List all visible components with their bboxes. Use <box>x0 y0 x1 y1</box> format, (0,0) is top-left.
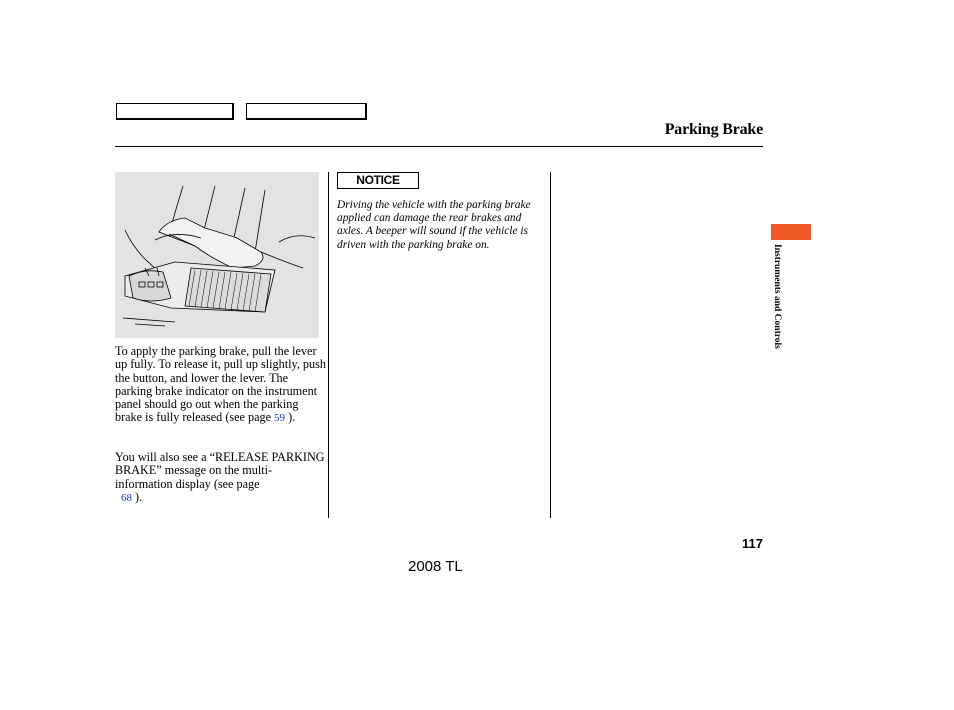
notice-text: Driving the vehicle with the parking brake applied can damage the rear brakes and axles. A beeper will sound if the vehicle is driven with the parking brake on. <box>337 199 531 251</box>
section-label-text: Instruments and Controls <box>772 244 782 349</box>
section-tab-marker <box>771 224 811 240</box>
paragraph-text: You will also see a “RELEASE PARKING BRAKE” message on the multi-information display (see page <box>115 450 325 491</box>
nav-button-next[interactable] <box>246 103 367 120</box>
section-side-label <box>770 244 784 372</box>
paragraph-text: To apply the parking brake, pull the lever up fully. To release it, pull up slightly, push the button, and lower the lever. The parking brake indicator on the instrument panel should go out when the parking brake is fully released (see page <box>115 344 326 425</box>
paragraph-apply-release <box>115 345 327 426</box>
paragraph-end: ). <box>132 489 143 504</box>
paragraph-end: ). <box>285 410 296 425</box>
column-divider <box>550 172 551 518</box>
header-divider <box>115 146 763 147</box>
page-link-59[interactable]: 59 <box>274 412 286 425</box>
notice-badge: NOTICE <box>337 172 419 189</box>
paragraph-message <box>115 451 327 505</box>
footer-model: 2008 TL <box>408 558 463 575</box>
nav-button-previous[interactable] <box>116 103 234 120</box>
parking-brake-lever-illustration <box>115 172 319 338</box>
page-link-68[interactable]: 68 <box>121 491 132 504</box>
page-title: Parking Brake <box>664 121 763 138</box>
page-number: 117 <box>742 536 763 551</box>
column-divider <box>328 172 329 518</box>
